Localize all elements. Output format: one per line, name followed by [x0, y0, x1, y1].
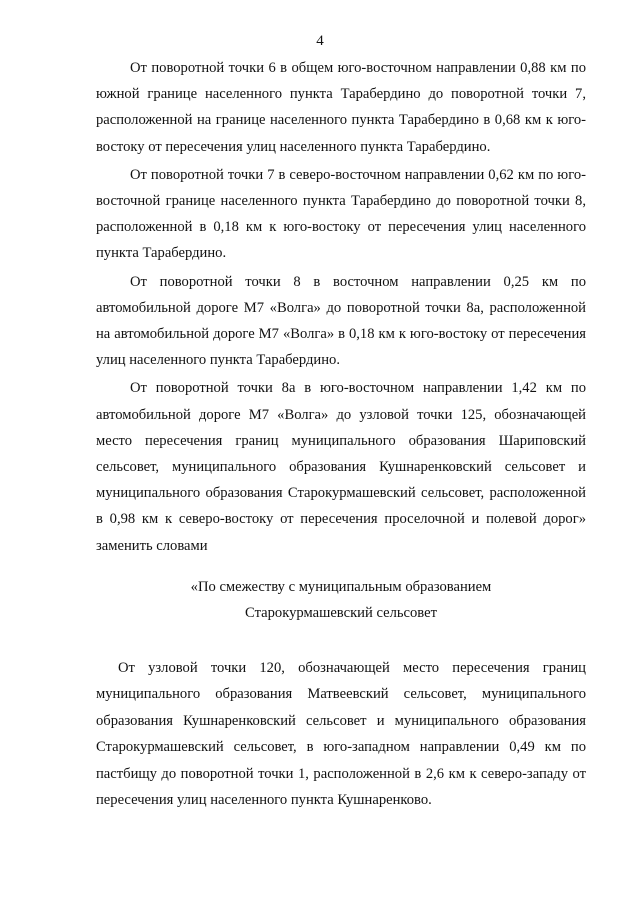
- paragraph-2: От поворотной точки 7 в северо-восточном направлении 0,62 км по юго-восточной границе населенного пункта Тарабердино до поворотной точки 8, расположенной в 0,18 км к юго-востоку от пересечения улиц населенного пункта Тарабердино.: [96, 166, 586, 262]
- paragraph-1: От поворотной точки 6 в общем юго-восточном направлении 0,88 км по южной границе населенного пункта Тарабердино до поворотной точки 7, расположенной на границе населенного пункта Тарабердино в 0,68 км к юго-востоку от пересечения улиц населенного пункта Тарабердино.: [96, 60, 586, 155]
- paragraph-4: От поворотной точки 8а в юго-восточном направлении 1,42 км по автомобильной дороге М7 «Волга» до узловой точки 125, обозначающей место пересечения границ муниципального образования Шариповский сельсовет, муниципального образования Кушнаренковский сельсовет и муниципального образования Старокурмашевский сельсовет, расположенной в 0,98 км к северо-востоку от пересечения проселочной и полевой дорог» заменить словами: [96, 380, 586, 554]
- paragraph-3: От поворотной точки 8 в восточном направлении 0,25 км по автомобильной дороге М7 «Волга» до поворотной точки 8а, расположенной на автомобильной дороге М7 «Волга» в 0,18 км к юго-востоку от пересечения улиц населенного пункта Тарабердино.: [96, 273, 586, 369]
- section-body: [96, 655, 586, 813]
- section-heading-line-2: Старокурмашевский сельсовет: [245, 605, 437, 621]
- document-body: [96, 55, 586, 559]
- page-number: 4: [316, 33, 324, 49]
- section-heading-line-1: «По смежеству с муниципальным образованием: [190, 579, 492, 595]
- section-paragraph: От узловой точки 120, обозначающей место пересечения границ муниципального образования Матвеевский сельсовет, муниципального образования Кушнаренковский сельсовет и муниципального образования Старокурмашевский сельсовет, в юго-западном направлении 0,49 км по пастбищу до поворотной точки 1, расположенной в 2,6 км к северо-западу от пересечения улиц населенного пункта Кушнаренково.: [96, 660, 586, 809]
